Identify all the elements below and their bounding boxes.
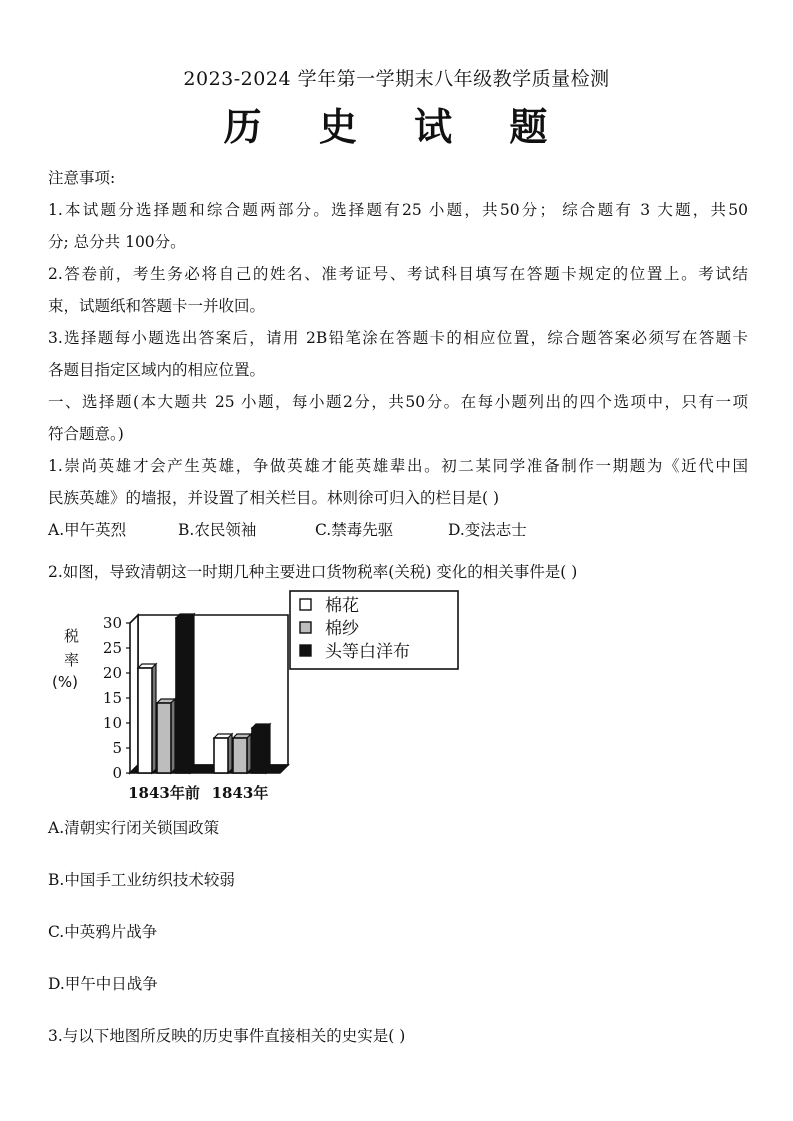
q2-option-a[interactable]: A.清朝实行闭关锁国政策 <box>48 819 220 837</box>
x-tick-label-0: 1843年前 <box>128 784 200 802</box>
bar-0-1 <box>157 703 171 773</box>
bar-0-2 <box>176 618 190 773</box>
q1-option-a[interactable]: A.甲午英烈 <box>48 521 127 539</box>
note-1-line-1: 1.本试题分选择题和综合题两部分。选择题有25 小题，共50分； 综合题有 3 大题，共50 <box>48 201 748 219</box>
bar-1-0 <box>214 738 228 773</box>
legend-label-1: 棉纱 <box>325 619 359 639</box>
legend-swatch-0 <box>300 599 311 610</box>
q1-stem-line-1: 1.崇尚英雄才会产生英雄，争做英雄才能英雄辈出。初二某同学准备制作一期题为《近代中国 <box>48 457 748 475</box>
q2-option-b[interactable]: B.中国手工业纺织技术较弱 <box>48 871 235 889</box>
legend-label-2: 头等白洋布 <box>325 642 410 662</box>
exam-supertitle: 2023-2024 学年第一学期末八年级教学质量检测 <box>183 68 610 90</box>
bar-1-2 <box>252 728 266 773</box>
y-tick-label-5: 25 <box>102 639 122 657</box>
q2-stem: 2.如图，导致清朝这一时期几种主要进口货物税率(关税) 变化的相关事件是( ) <box>48 563 578 581</box>
tariff-chart <box>40 585 480 810</box>
q3-stem: 3.与以下地图所反映的历史事件直接相关的史实是( ) <box>48 1027 406 1045</box>
section1-line-1: 一、选择题(本大题共 25 小题，每小题2分，共50分。在每小题列出的四个选项中，只有一项 <box>48 393 748 411</box>
chart-canvas <box>40 585 480 810</box>
note-1-line-2: 分; 总分共 100分。 <box>48 233 186 251</box>
q1-stem-line-2: 民族英雄》的墙报，并设置了相关栏目。林则徐可归入的栏目是( ) <box>48 489 500 507</box>
bar-1-1 <box>233 738 247 773</box>
y-tick-label-6: 30 <box>102 614 122 632</box>
note-2-line-1: 2.答卷前，考生务必将自己的姓名、准考证号、考试科目填写在答题卡规定的位置上。考试结 <box>48 265 748 283</box>
q2-option-c[interactable]: C.中英鸦片战争 <box>48 923 158 941</box>
q1-option-d[interactable]: D.变法志士 <box>448 521 527 539</box>
chart-ylabel-char-1: 税 <box>64 627 80 645</box>
bar-0-0 <box>138 668 152 773</box>
legend-swatch-1 <box>300 622 311 633</box>
legend-label-0: 棉花 <box>325 596 359 616</box>
q1-option-c[interactable]: C.禁毒先驱 <box>315 521 394 539</box>
exam-title: 历 史 试 题 <box>223 105 570 149</box>
note-3-line-1: 3.选择题每小题选出答案后，请用 2B铅笔涂在答题卡的相应位置，综合题答案必须写在答题卡 <box>48 329 748 347</box>
y-tick-label-3: 15 <box>102 689 122 707</box>
y-tick-label-4: 20 <box>102 664 122 682</box>
chart-ylabel-char-3: (%) <box>52 673 78 691</box>
x-tick-label-1: 1843年 <box>211 784 269 802</box>
notes-heading: 注意事项: <box>48 169 116 187</box>
y-tick-label-0: 0 <box>112 764 122 782</box>
note-2-line-2: 束，试题纸和答题卡一并收回。 <box>48 297 266 315</box>
note-3-line-2: 各题目指定区域内的相应位置。 <box>48 361 266 379</box>
q1-options <box>48 518 748 540</box>
y-tick-label-1: 5 <box>112 739 122 757</box>
section1-line-2: 符合题意。) <box>48 425 124 443</box>
chart-ylabel-char-2: 率 <box>64 651 80 669</box>
y-tick-label-2: 10 <box>102 714 122 732</box>
legend-swatch-2 <box>300 645 311 656</box>
q2-option-d[interactable]: D.甲午中日战争 <box>48 975 158 993</box>
q1-option-b[interactable]: B.农民领袖 <box>178 521 257 539</box>
chart-side-wall <box>130 615 138 773</box>
